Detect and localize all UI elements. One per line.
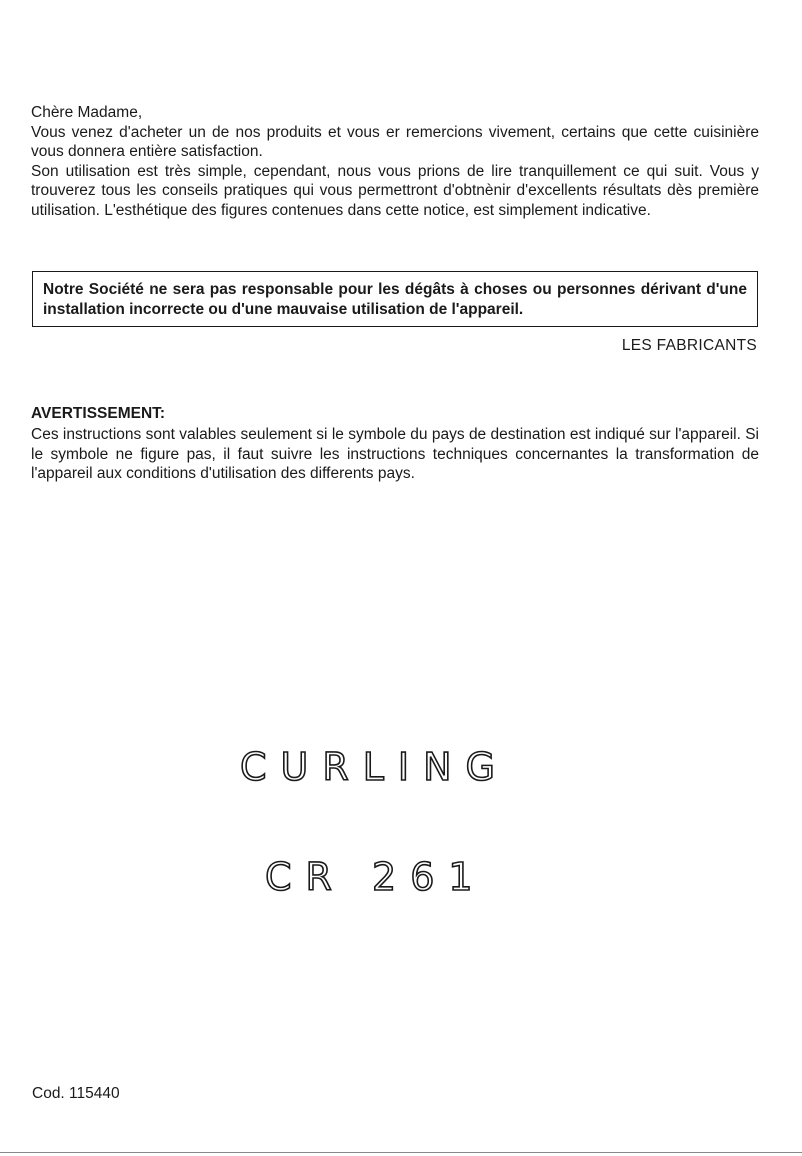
handwritten-model-code (255, 840, 495, 910)
handwritten-model-name-text: CURLING (240, 745, 509, 789)
warning-text: Ces instructions sont valables seulement si le symbole du pays de destination est indiqué sur l'appareil. Si le symbole ne figure pas, il faut suivre les instructions techniques concernantes la transformation de l'appareil aux conditions d'utilisation des differents pays. (31, 426, 759, 482)
bottom-edge-line (0, 1152, 802, 1153)
intro-paragraph-1: Vous venez d'acheter un de nos produits et vous er remercions vivement, certains que cette cuisinière vous donnera entière satisfaction. (31, 123, 759, 160)
warning-section (31, 425, 759, 484)
greeting: Chère Madame, (31, 104, 143, 121)
liability-notice-text: Notre Société ne sera pas responsable pour les dégâts à choses ou personnes dérivant d'une installation incorrecte ou d'une mauvaise utilisation de l'appareil. (43, 281, 747, 318)
warning-title: AVERTISSEMENT: (31, 405, 166, 422)
handwritten-model-name (230, 730, 530, 800)
intro-section (31, 103, 759, 220)
handwritten-model-code-text: CR 261 (265, 855, 487, 899)
signature: LES FABRICANTS (621, 337, 757, 354)
document-code: Cod. 115440 (32, 1085, 120, 1102)
intro-paragraph-2: Son utilisation est très simple, cependant, nous vous prions de lire tranquillement ce qui suit. Vous y trouverez tous les conseils pratiques qui vous permettront d'obtnènir d'excellents résultats dès première utilisation. L'esthétique des figures contenues dans cette notice, est simplement indicative. (31, 162, 759, 219)
liability-notice-box (32, 271, 758, 327)
